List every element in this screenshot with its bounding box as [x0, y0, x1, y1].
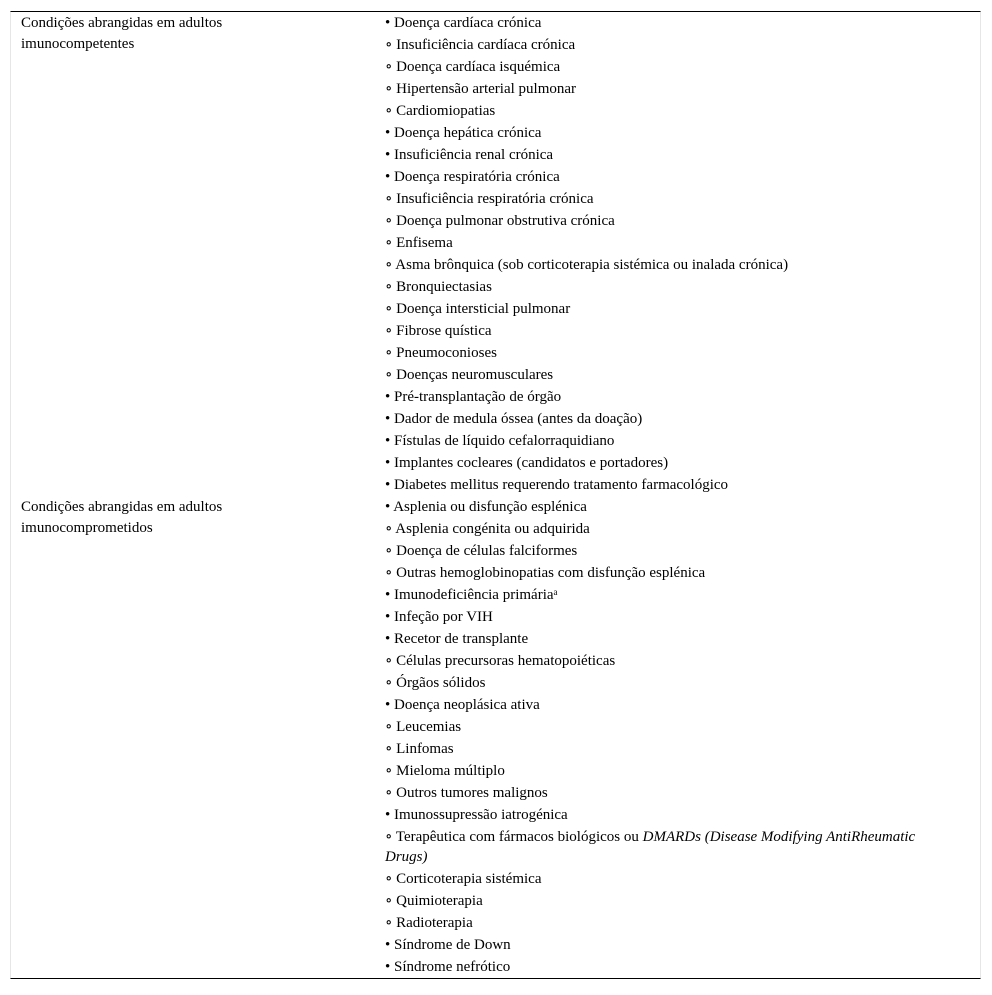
list-item: [385, 320, 956, 342]
list-item-text: Infeção por VIH: [394, 609, 493, 625]
conditions-table: [10, 11, 981, 979]
group-items-cell: [375, 12, 980, 496]
list-item: [385, 694, 956, 716]
list-item: [385, 738, 956, 760]
table-group-immunocompetent: [11, 12, 980, 496]
sub-bullet-icon: ∘: [385, 871, 393, 887]
list-item-text: Outros tumores malignos: [396, 785, 548, 801]
sub-bullet-icon: ∘: [385, 191, 393, 207]
sub-bullet-icon: ∘: [385, 785, 393, 801]
sub-bullet-icon: ∘: [385, 103, 393, 119]
list-item: [385, 540, 956, 562]
sub-bullet-icon: ∘: [385, 37, 393, 53]
list-item-text: Fibrose quística: [396, 323, 492, 339]
list-item: [385, 276, 956, 298]
list-item-text: Células precursoras hematopoiéticas: [396, 653, 616, 669]
sub-bullet-icon: ∘: [385, 675, 393, 691]
list-item: [385, 210, 956, 232]
list-item-text: Leucemias: [396, 719, 462, 735]
list-item-text: Quimioterapia: [396, 893, 483, 909]
list-item: [385, 628, 956, 650]
group-label-cell: [11, 12, 375, 55]
list-item: [385, 650, 956, 672]
list-item: [385, 716, 956, 738]
list-item-text: Doença neoplásica ativa: [394, 697, 540, 713]
list-item-text: Doença respiratória crónica: [394, 169, 560, 185]
bullet-icon: •: [385, 609, 391, 625]
list-item: [385, 912, 956, 934]
sub-bullet-icon: ∘: [385, 543, 393, 559]
sub-bullet-icon: ∘: [385, 719, 393, 735]
list-item-text: Síndrome de Down: [394, 937, 511, 953]
sub-bullet-icon: ∘: [385, 367, 393, 383]
list-item-text: Pré-transplantação de órgão: [394, 389, 562, 405]
list-item-text: Doença cardíaca isquémica: [396, 59, 561, 75]
list-item-text: Doenças neuromusculares: [396, 367, 554, 383]
list-item-text: Recetor de transplante: [394, 631, 529, 647]
list-item: [385, 100, 956, 122]
list-item-text: Dador de medula óssea (antes da doação): [394, 411, 643, 427]
sub-bullet-icon: ∘: [385, 81, 393, 97]
list-item-text: Implantes cocleares (candidatos e portadores): [394, 455, 669, 471]
sub-bullet-icon: ∘: [385, 323, 393, 339]
list-item: [385, 452, 956, 474]
sub-bullet-icon: ∘: [385, 59, 393, 75]
list-item: [385, 364, 956, 386]
list-item: [385, 254, 956, 276]
sub-bullet-icon: ∘: [385, 279, 393, 295]
list-item-text: Asplenia ou disfunção esplénica: [393, 499, 587, 515]
sub-bullet-icon: ∘: [385, 741, 393, 757]
group-items-cell: [375, 496, 980, 978]
sub-bullet-icon: ∘: [385, 653, 393, 669]
bullet-icon: •: [385, 125, 391, 141]
list-item-text: Outras hemoglobinopatias com disfunção esplénica: [396, 565, 706, 581]
sub-bullet-icon: ∘: [385, 213, 393, 229]
sub-bullet-icon: ∘: [385, 915, 393, 931]
list-item-text: Enfisema: [396, 235, 453, 251]
list-item-text: Imunossupressão iatrogénica: [394, 807, 568, 823]
bullet-icon: •: [385, 169, 391, 185]
list-item: [385, 606, 956, 628]
list-item: [385, 496, 956, 518]
list-item: [385, 166, 956, 188]
list-item: [385, 518, 956, 540]
list-item-text: Radioterapia: [396, 915, 473, 931]
list-item: [385, 188, 956, 210]
list-item: [385, 562, 956, 584]
sub-bullet-icon: ∘: [385, 301, 393, 317]
list-item-text: Pneumoconioses: [396, 345, 497, 361]
list-item: [385, 890, 956, 912]
bullet-icon: •: [385, 433, 391, 449]
list-item-text: Doença hepática crónica: [394, 125, 542, 141]
list-item: [385, 430, 956, 452]
list-item: [385, 232, 956, 254]
list-item: [385, 144, 956, 166]
sub-bullet-icon: ∘: [385, 235, 393, 251]
list-item-text: Imunodeficiência primária: [394, 587, 554, 603]
list-item-text: Bronquiectasias: [396, 279, 492, 295]
list-item-text: Linfomas: [396, 741, 454, 757]
list-item: [385, 956, 956, 978]
list-item-text: Corticoterapia sistémica: [396, 871, 542, 887]
bullet-icon: •: [385, 587, 391, 603]
list-item-text: Terapêutica com fármacos biológicos ou: [395, 829, 643, 845]
bullet-icon: •: [385, 455, 391, 471]
list-item-text: Asplenia congénita ou adquirida: [395, 521, 590, 537]
sub-bullet-icon: ∘: [385, 893, 393, 909]
list-item-text: Insuficiência respiratória crónica: [396, 191, 594, 207]
sub-bullet-icon: ∘: [385, 257, 393, 273]
sub-bullet-icon: ∘: [385, 763, 393, 779]
list-item: [385, 56, 956, 78]
list-item: [385, 584, 956, 606]
list-item-text: Doença de células falciformes: [396, 543, 578, 559]
sub-bullet-icon: ∘: [385, 565, 393, 581]
list-item-text: Cardiomiopatias: [396, 103, 496, 119]
list-item: [385, 342, 956, 364]
list-item-text: Insuficiência renal crónica: [394, 147, 554, 163]
list-item: [385, 934, 956, 956]
list-item-text: Síndrome nefrótico: [394, 959, 511, 975]
sub-bullet-icon: ∘: [385, 829, 393, 845]
list-item: [385, 826, 956, 868]
bullet-icon: •: [385, 147, 391, 163]
list-item: [385, 474, 956, 496]
list-item: [385, 760, 956, 782]
bullet-icon: •: [385, 807, 391, 823]
list-item: [385, 78, 956, 100]
bullet-icon: •: [385, 15, 391, 31]
group-label-cell: [11, 496, 375, 539]
bullet-icon: •: [385, 411, 391, 427]
bullet-icon: •: [385, 499, 391, 515]
footnote-marker: a: [553, 587, 558, 597]
list-item-text: Fístulas de líquido cefalorraquidiano: [394, 433, 615, 449]
table-group-immunocompromised: [11, 496, 980, 978]
list-item: [385, 12, 956, 34]
bullet-icon: •: [385, 959, 391, 975]
sub-bullet-icon: ∘: [385, 521, 393, 537]
list-item-italic-text: DMARDs (Disease Modifying AntiRheumatic Drugs): [385, 829, 916, 865]
list-item: [385, 386, 956, 408]
bullet-icon: •: [385, 631, 391, 647]
bullet-icon: •: [385, 389, 391, 405]
list-item: [385, 122, 956, 144]
list-item: [385, 34, 956, 56]
bullet-icon: •: [385, 697, 391, 713]
list-item-text: Hipertensão arterial pulmonar: [396, 81, 577, 97]
bullet-icon: •: [385, 937, 391, 953]
list-item: [385, 868, 956, 890]
bullet-icon: •: [385, 477, 391, 493]
list-item: [385, 672, 956, 694]
list-item: [385, 408, 956, 430]
list-item-text: Asma brônquica (sob corticoterapia sistémica ou inalada crónica): [395, 257, 789, 273]
list-item: [385, 298, 956, 320]
list-item: [385, 804, 956, 826]
list-item-text: Mieloma múltiplo: [396, 763, 505, 779]
list-item: [385, 782, 956, 804]
list-item-text: Doença cardíaca crónica: [394, 15, 542, 31]
list-item-text: Diabetes mellitus requerendo tratamento farmacológico: [394, 477, 729, 493]
group-label: Condições abrangidas em adultos imunocomprometidos: [21, 499, 223, 536]
list-item-text: Doença pulmonar obstrutiva crónica: [396, 213, 615, 229]
list-item-text: Doença intersticial pulmonar: [396, 301, 571, 317]
group-label: Condições abrangidas em adultos imunocompetentes: [21, 15, 223, 52]
list-item-text: Insuficiência cardíaca crónica: [396, 37, 576, 53]
sub-bullet-icon: ∘: [385, 345, 393, 361]
list-item-text: Órgãos sólidos: [396, 675, 486, 691]
